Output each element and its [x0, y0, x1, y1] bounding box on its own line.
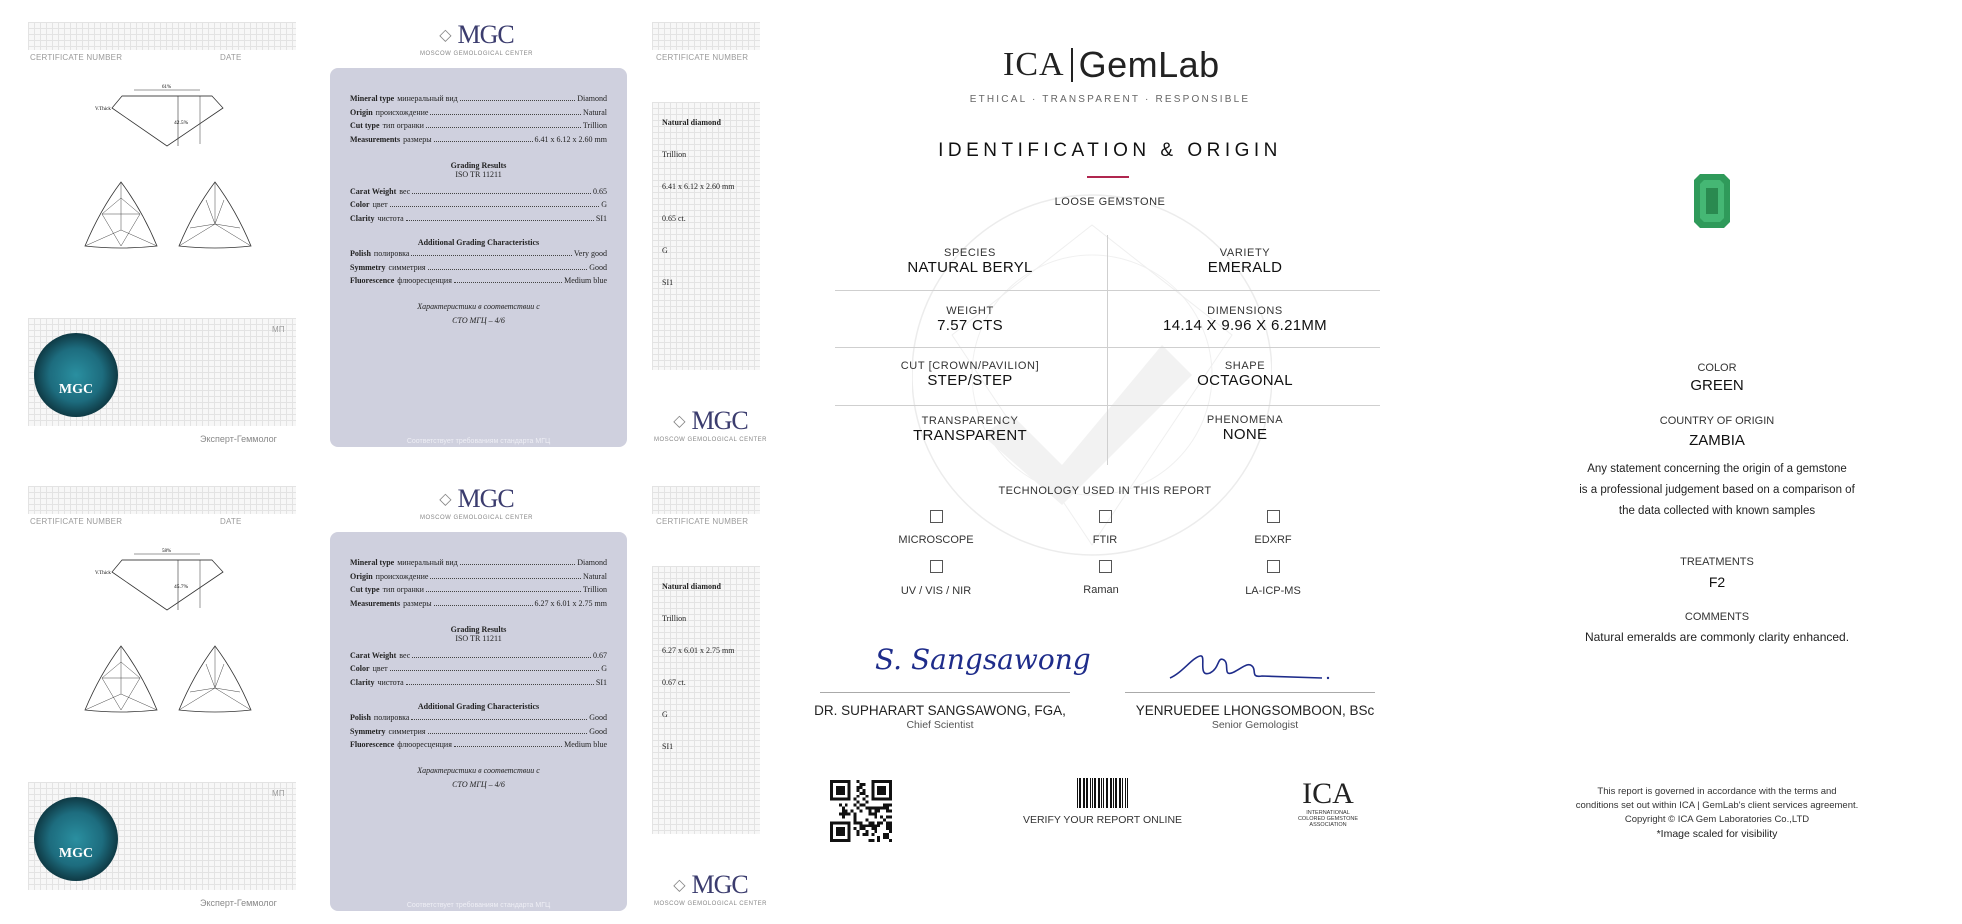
certificate-number-box: [28, 22, 296, 50]
fluorescence-value: Medium blue: [564, 740, 607, 750]
field-dimensions: DIMENSIONS 14.14 X 9.96 X 6.21MM: [1163, 305, 1327, 334]
proportion-diagram: [90, 546, 240, 636]
signature-line-1: [820, 692, 1070, 693]
fluorescence-value: Medium blue: [564, 276, 607, 286]
certificate-number-box-right: [652, 22, 760, 50]
cut-type-value: Trillion: [582, 121, 607, 131]
seal-text: MGC: [58, 382, 94, 397]
carat-weight-value: 0.65: [593, 186, 607, 196]
mgc-certificate: [0, 484, 800, 924]
tech-uv-vis-nir: UV / VIS / NIR: [900, 585, 972, 597]
field-row: Symmetry симметрия Good: [350, 262, 607, 272]
depth-percent: 45.7%: [174, 584, 189, 590]
field-row: Origin происхождение Natural: [350, 571, 607, 581]
mineral-type-value: Diamond: [577, 558, 607, 567]
verify-link[interactable]: VERIFY YOUR REPORT ONLINE: [1022, 814, 1183, 826]
field-row: Color цвет G: [350, 664, 607, 674]
origin-value: ZAMBIA: [1689, 432, 1745, 449]
symmetry-value: Good: [589, 262, 607, 272]
diamond-icon: ◇: [673, 413, 686, 430]
card-footer: Соответствует требованиям стандарта МГЦ: [406, 438, 551, 445]
tech-microscope: MICROSCOPE: [898, 534, 974, 546]
certificate-number-label: CERTIFICATE NUMBER: [30, 53, 123, 62]
mgc-hologram-seal: [34, 797, 118, 881]
trillion-bottom-view-icon: [176, 644, 254, 714]
clarity-value: SI1: [595, 214, 607, 224]
barcode-icon[interactable]: [1075, 778, 1130, 808]
mgc-brand-sub: MOSCOW GEMOLOGICAL CENTER: [654, 901, 767, 907]
summary-strip: [652, 102, 760, 370]
date-label: DATE: [220, 517, 242, 526]
date-label: DATE: [220, 53, 242, 62]
trillion-top-view-icon: [82, 644, 160, 714]
certificate-number-label-right: CERTIFICATE NUMBER: [656, 517, 749, 526]
signature-1-script: S. Sangsawong: [875, 643, 1091, 676]
additional-title: Additional Grading Characteristics: [417, 237, 540, 247]
strip-line: 6.41 x 6.12 x 2.60 mm: [662, 182, 735, 191]
mgc-brand-sub: MOSCOW GEMOLOGICAL CENTER: [420, 51, 533, 57]
signatory-1-name: DR. SUPHARART SANGSAWONG, FGA,: [814, 703, 1066, 718]
polish-value: Good: [589, 712, 607, 722]
grid-row-divider: [835, 405, 1380, 406]
legal-line: This report is governed in accordance with the terms and: [1597, 786, 1837, 797]
additional-title: Additional Grading Characteristics: [417, 701, 540, 711]
mp-label: МП: [272, 789, 285, 798]
mineral-type-value: Diamond: [577, 94, 607, 103]
measurements-value: 6.27 x 6.01 x 2.75 mm: [534, 599, 607, 609]
checkbox-raman[interactable]: [1099, 560, 1112, 573]
mgc-logo-bottom: [654, 870, 767, 907]
mgc-brand: MGC: [457, 20, 514, 49]
symmetry-value: Good: [589, 726, 607, 736]
strip-line: SI1: [662, 742, 674, 751]
tech-title: TECHNOLOGY USED IN THIS REPORT: [998, 485, 1212, 497]
icga-mark: ICA: [1302, 777, 1354, 810]
mp-label: МП: [272, 325, 285, 334]
strip-line: 0.67 ct.: [662, 678, 686, 687]
certificate-number-box-right: [652, 486, 760, 514]
icga-logo: [1288, 778, 1368, 828]
card-footer: Соответствует требованиям стандарта МГЦ: [406, 902, 551, 909]
tech-raman: Raman: [1083, 584, 1119, 596]
strip-line: Trillion: [662, 150, 687, 159]
field-grid: [835, 235, 1380, 465]
field-row: Measurements размеры 6.41 x 6.12 x 2.60 mm: [350, 135, 607, 145]
field-row: Symmetry симметрия Good: [350, 726, 607, 736]
field-transparency: TRANSPARENCY TRANSPARENT: [913, 415, 1027, 444]
field-row: Polish полировка Very good: [350, 248, 607, 258]
signature-line-2: [1125, 692, 1375, 693]
report-subtitle: LOOSE GEMSTONE: [1054, 196, 1166, 208]
field-row: Origin происхождение Natural: [350, 107, 607, 117]
qr-code-icon[interactable]: [830, 780, 892, 842]
grading-card: [330, 532, 627, 911]
mgc-brand: MGC: [691, 406, 748, 435]
strip-line: SI1: [662, 278, 674, 287]
report-title: IDENTIFICATION & ORIGIN: [938, 140, 1282, 161]
clarity-value: SI1: [595, 678, 607, 688]
grading-card: [330, 68, 627, 447]
diamond-icon: ◇: [673, 877, 686, 894]
grading-title: Grading Results: [450, 624, 507, 634]
icga-line: INTERNATIONAL: [1306, 810, 1350, 816]
field-row: Clarity чистота SI1: [350, 214, 607, 224]
mgc-brand: MGC: [457, 484, 514, 513]
field-row: Polish полировка Good: [350, 712, 607, 722]
grading-standard: ISO TR 11211: [455, 633, 502, 643]
strip-line: 0.65 ct.: [662, 214, 686, 223]
table-percent: 58%: [162, 549, 172, 554]
field-shape: SHAPE OCTAGONAL: [1197, 360, 1293, 389]
strip-line: Trillion: [662, 614, 687, 623]
expert-label: Эксперт-Геммолог: [200, 898, 277, 908]
logo-divider: [1071, 48, 1073, 82]
mgc-brand-sub: MOSCOW GEMOLOGICAL CENTER: [654, 437, 767, 443]
color-value: G: [601, 200, 607, 210]
seal-text: MGC: [58, 846, 94, 861]
signatory-1-role: Chief Scientist: [906, 719, 974, 731]
signatory-2-name: YENRUEDEE LHONGSOMBOON, BSc: [1135, 703, 1375, 718]
tech-edxrf: EDXRF: [1254, 534, 1292, 546]
field-species: SPECIES NATURAL BERYL: [907, 247, 1033, 276]
certificate-number-label: CERTIFICATE NUMBER: [30, 517, 123, 526]
origin-note-line: the data collected with known samples: [1618, 505, 1816, 517]
grid-row-divider: [835, 347, 1380, 348]
mgc-certificate: [0, 20, 800, 460]
legal-line: Copyright © ICA Gem Laboratories Co.,LTD: [1624, 814, 1810, 825]
checkbox-la-icp-ms[interactable]: [1267, 560, 1280, 573]
origin-value: Natural: [583, 571, 607, 581]
field-row: Fluorescence флюоресценция Medium blue: [350, 276, 607, 286]
comments-label: COMMENTS: [1684, 611, 1750, 623]
field-phenomena: PHENOMENA NONE: [1206, 414, 1284, 443]
title-accent-line: [1087, 176, 1129, 178]
checkbox-microscope[interactable]: [930, 510, 943, 523]
diamond-icon: ◇: [439, 27, 452, 44]
mgc-hologram-seal: [34, 333, 118, 417]
grading-title: Grading Results: [450, 160, 507, 170]
certificate-number-label-right: CERTIFICATE NUMBER: [656, 53, 749, 62]
origin-value: Natural: [583, 107, 607, 117]
diamond-icon: ◇: [439, 491, 452, 508]
treatments-label: TREATMENTS: [1680, 556, 1754, 568]
mgc-brand-sub: MOSCOW GEMOLOGICAL CENTER: [420, 515, 533, 521]
standard-note: Характеристики в соответствии с СТО МГЦ – 4/6: [417, 765, 540, 789]
strip-line: Natural diamond: [662, 118, 721, 127]
mgc-brand: MGC: [691, 870, 748, 899]
polish-value: Very good: [573, 248, 607, 258]
carat-weight-value: 0.67: [593, 650, 607, 660]
field-row: Mineral type минеральный вид Diamond: [350, 558, 607, 567]
checkbox-edxrf[interactable]: [1267, 510, 1280, 523]
gemlab-logo: [1003, 44, 1220, 86]
legal-line: conditions set out within ICA | GemLab's client services agreement.: [1575, 800, 1859, 811]
treatments-value: F2: [1708, 574, 1726, 590]
origin-note-line: Any statement concerning the origin of a gemstone: [1587, 463, 1847, 475]
scale-note: *Image scaled for visibility: [1656, 828, 1778, 840]
field-row: Mineral type минеральный вид Diamond: [350, 94, 607, 103]
field-row: Clarity чистота SI1: [350, 678, 607, 688]
icga-line: COLORED GEMSTONE: [1297, 816, 1359, 822]
strip-line: 6.27 x 6.01 x 2.75 mm: [662, 646, 735, 655]
trillion-bottom-view-icon: [176, 180, 254, 250]
strip-line: Natural diamond: [662, 582, 721, 591]
color-label: COLOR: [1697, 362, 1737, 374]
cut-type-value: Trillion: [582, 585, 607, 595]
field-row: Fluorescence флюоресценция Medium blue: [350, 740, 607, 750]
comments-value: Natural emeralds are commonly clarity enhanced.: [1584, 630, 1850, 644]
table-percent: 61%: [162, 85, 172, 90]
girdle-label: V.Thick: [95, 571, 111, 576]
field-weight: WEIGHT 7.57 CTS: [937, 305, 1003, 334]
summary-strip: [652, 566, 760, 834]
tech-la-icp-ms: LA-ICP-MS: [1245, 585, 1301, 597]
strip-line: G: [662, 710, 668, 719]
gemlab-tagline: ETHICAL · TRANSPARENT · RESPONSIBLE: [969, 94, 1251, 105]
field-row: Measurements размеры 6.27 x 6.01 x 2.75 mm: [350, 599, 607, 609]
grid-row-divider: [835, 290, 1380, 291]
checkbox-ftir[interactable]: [1099, 510, 1112, 523]
field-row: Cut type тип огранки Trillion: [350, 121, 607, 131]
expert-label: Эксперт-Геммолог: [200, 434, 277, 444]
field-row: Carat Weight вес 0.65: [350, 186, 607, 196]
mgc-logo-top: [420, 20, 533, 57]
certificate-number-box: [28, 486, 296, 514]
trillion-top-view-icon: [82, 180, 160, 250]
mgc-logo-bottom: [654, 406, 767, 443]
field-cut: CUT [CROWN/PAVILION] STEP/STEP: [900, 360, 1040, 389]
standard-note: Характеристики в соответствии с СТО МГЦ – 4/6: [417, 301, 540, 325]
color-value: G: [601, 664, 607, 674]
grading-standard: ISO TR 11211: [455, 169, 502, 179]
field-row: Carat Weight вес 0.67: [350, 650, 607, 660]
field-variety: VARIETY EMERALD: [1207, 247, 1283, 276]
gemlab-name: GemLab: [1078, 44, 1220, 85]
mgc-logo-top: [420, 484, 533, 521]
signatory-2-role: Senior Gemologist: [1211, 719, 1299, 731]
girdle-label: V.Thick: [95, 107, 111, 112]
field-row: Color цвет G: [350, 200, 607, 210]
strip-line: G: [662, 246, 668, 255]
signature-2-script: [1162, 648, 1337, 688]
color-value: GREEN: [1690, 377, 1744, 394]
field-row: Cut type тип огранки Trillion: [350, 585, 607, 595]
gemstone-image: [1694, 174, 1730, 228]
measurements-value: 6.41 x 6.12 x 2.60 mm: [534, 135, 607, 145]
origin-label: COUNTRY OF ORIGIN: [1659, 415, 1775, 427]
depth-percent: 42.5%: [174, 120, 189, 126]
ica-mark: ICA: [1003, 46, 1065, 83]
origin-note-line: is a professional judgement based on a comparison of: [1579, 484, 1855, 496]
proportion-diagram: [90, 82, 240, 172]
tech-ftir: FTIR: [1092, 534, 1118, 546]
checkbox-uv-vis-nir[interactable]: [930, 560, 943, 573]
icga-line: ASSOCIATION: [1309, 822, 1347, 828]
grid-vertical-divider: [1107, 235, 1108, 465]
